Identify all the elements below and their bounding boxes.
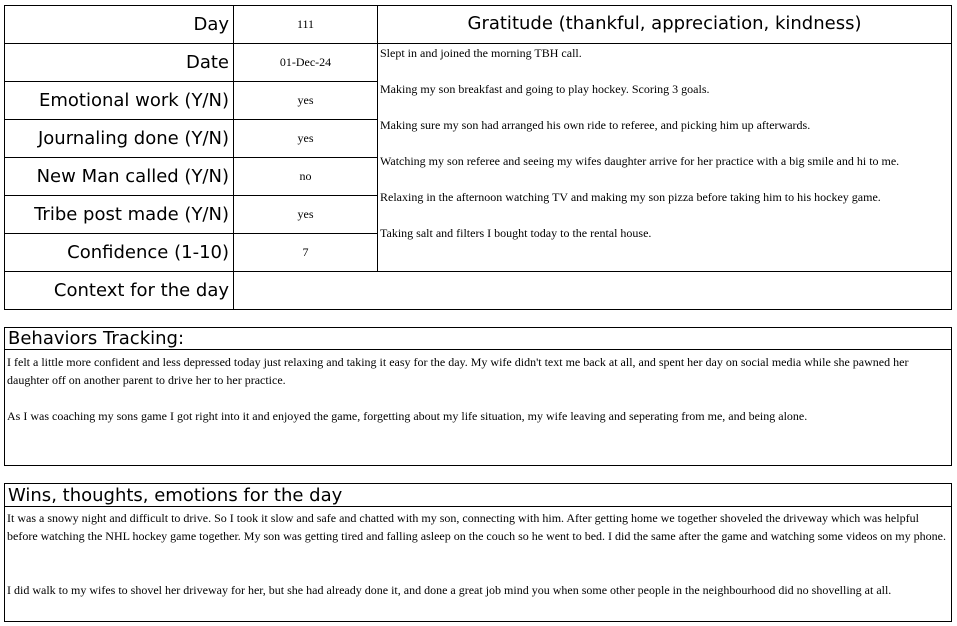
journaling-done-value: yes — [297, 131, 314, 145]
new-man-called-value: no — [299, 169, 312, 183]
journaling-done-label: Journaling done (Y/N) — [37, 128, 229, 149]
tribe-post-made-label: Tribe post made (Y/N) — [34, 204, 229, 225]
date-value: 01-Dec-24 — [279, 55, 332, 69]
behaviors-header-divider — [4, 349, 952, 350]
value-column-divider — [377, 5, 378, 272]
confidence-label: Confidence (1-10) — [67, 242, 229, 263]
behaviors-paragraph: As I was coaching my sons game I got right into it and enjoyed the game, forgetting about my life situation, my wife leaving and seperating from me, and being alone. — [7, 409, 808, 423]
emotional-work-value: yes — [297, 93, 314, 107]
date-label: Date — [185, 52, 229, 73]
context-label: Context for the day — [53, 280, 229, 301]
tribe-post-made-value: yes — [297, 207, 314, 221]
emotional-work-label: Emotional work (Y/N) — [38, 90, 229, 111]
gratitude-item: Relaxing in the afternoon watching TV and making my son pizza before taking him to his hockey game. — [380, 190, 881, 204]
gratitude-item: Taking salt and filters I bought today to the rental house. — [380, 226, 652, 240]
day-value: 111 — [296, 17, 315, 31]
wins-paragraph: I did walk to my wifes to shovel her driveway for her, but she had already done it, and done a great job mind you when some other people in the neighbourhood did no shovelling at all. — [7, 583, 892, 597]
gratitude-item: Watching my son referee and seeing my wifes daughter arrive for her practice with a big smile and hi to me. — [380, 154, 900, 168]
day-label: Day — [193, 14, 229, 35]
gratitude-item: Slept in and joined the morning TBH call. — [380, 46, 582, 60]
gratitude-item: Making my son breakfast and going to play hockey. Scoring 3 goals. — [380, 82, 710, 96]
gratitude-header-divider — [377, 43, 952, 44]
wins-paragraph: It was a snowy night and difficult to drive. So I took it slow and safe and chatted with my son, connecting with him. After getting home we together shoveled the driveway which was helpful before watching the NHL hockey game together. My son was getting tired and falling asleep on the couch so he went to bed. I did the same after the game and watching some videos on my phone. — [7, 511, 946, 543]
context-value — [234, 272, 951, 309]
behaviors-title: Behaviors Tracking: — [8, 328, 185, 349]
confidence-value: 7 — [302, 245, 309, 259]
new-man-called-label: New Man called (Y/N) — [36, 166, 229, 187]
gratitude-item: Making sure my son had arranged his own ride to referee, and picking him up afterwards. — [380, 118, 811, 132]
behaviors-paragraph: I felt a little more confident and less depressed today just relaxing and taking it easy for the day. My wife didn't text me back at all, and spent her day on social media while she pawned her daughter off on another parent to drive her to her practice. — [7, 355, 909, 387]
wins-title: Wins, thoughts, emotions for the day — [8, 485, 343, 506]
wins-header-divider — [4, 506, 952, 507]
gratitude-title: Gratitude (thankful, appreciation, kindness) — [467, 13, 862, 34]
